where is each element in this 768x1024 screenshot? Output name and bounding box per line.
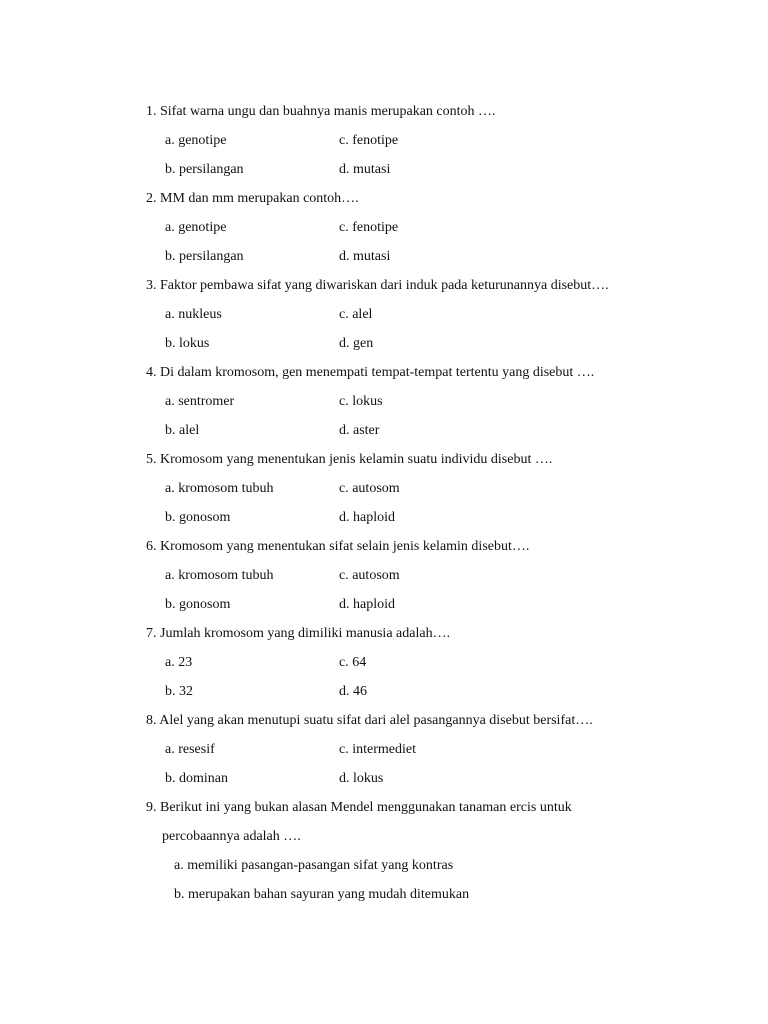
question-3-option-a: a. nukleus: [165, 307, 222, 322]
question-9-text: 9. Berikut ini yang bukan alasan Mendel menggunakan tanaman ercis untuk: [146, 800, 572, 815]
question-1-option-a: a. genotipe: [165, 133, 227, 148]
question-4-option-b: b. alel: [165, 423, 200, 438]
question-7-option-c: c. 64: [339, 655, 367, 670]
question-8-option-b: b. dominan: [165, 771, 228, 786]
question-3-option-b: b. lokus: [165, 336, 210, 351]
question-7-text: 7. Jumlah kromosom yang dimiliki manusia adalah….: [146, 626, 451, 641]
question-6-option-b: b. gonosom: [165, 597, 231, 612]
question-6-option-a: a. kromosom tubuh: [165, 568, 274, 583]
question-4-option-d: d. aster: [339, 423, 380, 438]
question-9-option-a: a. memiliki pasangan-pasangan sifat yang kontras: [174, 858, 454, 873]
question-5-option-c: c. autosom: [339, 481, 400, 496]
question-1-text: 1. Sifat warna ungu dan buahnya manis merupakan contoh ….: [146, 104, 496, 119]
question-5-option-a: a. kromosom tubuh: [165, 481, 274, 496]
question-1-option-d: d. mutasi: [339, 162, 391, 177]
question-5-option-b: b. gonosom: [165, 510, 231, 525]
question-2-option-c: c. fenotipe: [339, 220, 399, 235]
question-3-text: 3. Faktor pembawa sifat yang diwariskan dari induk pada keturunannya disebut….: [146, 278, 609, 293]
question-8-option-d: d. lokus: [339, 771, 384, 786]
question-6-option-c: c. autosom: [339, 568, 400, 583]
question-9-option-b: b. merupakan bahan sayuran yang mudah ditemukan: [174, 887, 470, 902]
question-4-option-c: c. lokus: [339, 394, 383, 409]
question-2-text: 2. MM dan mm merupakan contoh….: [146, 191, 359, 206]
question-2-option-d: d. mutasi: [339, 249, 391, 264]
question-5-text: 5. Kromosom yang menentukan jenis kelamin suatu individu disebut ….: [146, 452, 553, 467]
question-7-option-a: a. 23: [165, 655, 193, 670]
question-5-option-d: d. haploid: [339, 510, 395, 525]
question-7-option-d: d. 46: [339, 684, 367, 699]
question-2-option-b: b. persilangan: [165, 249, 244, 264]
question-1-option-c: c. fenotipe: [339, 133, 399, 148]
question-8-text: 8. Alel yang akan menutupi suatu sifat dari alel pasangannya disebut bersifat….: [146, 713, 593, 728]
question-8-option-a: a. resesif: [165, 742, 215, 757]
question-9-text-continued: percobaannya adalah ….: [162, 829, 301, 844]
question-3-option-c: c. alel: [339, 307, 373, 322]
question-4-option-a: a. sentromer: [165, 394, 235, 409]
question-1-option-b: b. persilangan: [165, 162, 244, 177]
question-6-text: 6. Kromosom yang menentukan sifat selain jenis kelamin disebut….: [146, 539, 530, 554]
question-8-option-c: c. intermediet: [339, 742, 416, 757]
question-4-text: 4. Di dalam kromosom, gen menempati tempat-tempat tertentu yang disebut ….: [146, 365, 595, 380]
question-6-option-d: d. haploid: [339, 597, 395, 612]
question-2-option-a: a. genotipe: [165, 220, 227, 235]
question-3-option-d: d. gen: [339, 336, 374, 351]
question-7-option-b: b. 32: [165, 684, 193, 699]
